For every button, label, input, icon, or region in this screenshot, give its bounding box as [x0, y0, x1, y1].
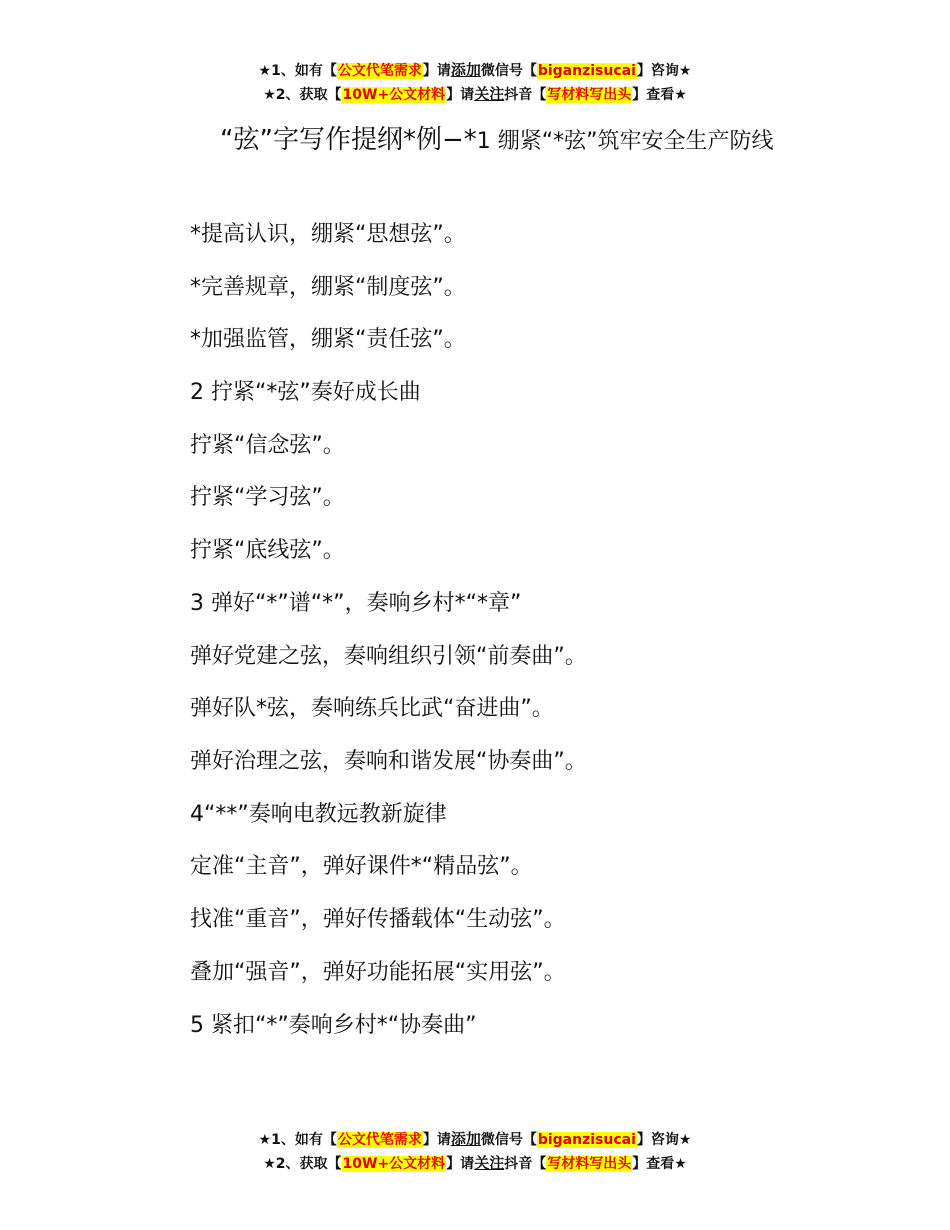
highlight-ghostwriting: 公文代笔需求	[337, 1132, 422, 1148]
outline-line: 拧紧“信念弦”。	[190, 433, 345, 458]
banner-text: 】请	[422, 63, 451, 79]
banner-text: 抖音【	[504, 1156, 547, 1172]
outline-line: 弹好队*弦，奏响练兵比武“奋进曲”。	[190, 696, 554, 721]
outline-line: *提高认识，绷紧“思想弦”。	[190, 222, 466, 247]
section-heading: 3 弹好“*”谱“*”，奏响乡村*“*章”	[190, 591, 522, 616]
banner-text: ★1、如有【	[258, 63, 337, 79]
banner-text: 】咨询★	[636, 1132, 692, 1148]
bottom-banner	[0, 1128, 950, 1176]
outline-line: 拧紧“学习弦”。	[190, 485, 345, 510]
section-heading: 2 拧紧“*弦”奏好成长曲	[190, 380, 421, 405]
banner-emphasis: 关注	[474, 1154, 505, 1172]
highlight-douyin-account: 写材料写出头	[547, 87, 632, 103]
outline-line: *完善规章，绷紧“制度弦”。	[190, 275, 466, 300]
banner-text: ★1、如有【	[258, 1132, 337, 1148]
outline-line: 弹好治理之弦，奏响和谐发展“协奏曲”。	[190, 749, 587, 774]
highlight-wechat-id: biganzisucai	[537, 1132, 636, 1148]
highlight-wechat-id: biganzisucai	[537, 63, 636, 79]
outline-line: *加强监管，绷紧“责任弦”。	[190, 327, 466, 352]
outline-line: 定准“主音”，弹好课件*“精品弦”。	[190, 854, 533, 879]
banner-line-2	[0, 83, 950, 107]
highlight-materials: 10W+公文材料	[342, 87, 446, 103]
banner-text: ★2、获取【	[263, 87, 342, 103]
banner-text: 抖音【	[504, 87, 547, 103]
banner-text: 】请	[446, 87, 475, 103]
banner-text: 】咨询★	[636, 63, 692, 79]
banner-emphasis: 添加	[450, 1130, 481, 1148]
banner-text: 微信号【	[480, 1132, 537, 1148]
banner-emphasis: 关注	[474, 85, 505, 103]
banner-text: 】请	[422, 1132, 451, 1148]
outline-line: 弹好党建之弦，奏响组织引领“前奏曲”。	[190, 644, 587, 669]
banner-line-1	[0, 59, 950, 83]
outline-line: 找准“重音”，弹好传播载体“生动弦”。	[190, 907, 566, 932]
highlight-materials: 10W+公文材料	[342, 1156, 446, 1172]
outline-line: 叠加“强音”，弹好功能拓展“实用弦”。	[190, 960, 566, 985]
banner-text: 】请	[446, 1156, 475, 1172]
title-first-heading: 1 绷紧“*弦”筑牢安全生产防线	[476, 129, 774, 154]
highlight-ghostwriting: 公文代笔需求	[337, 63, 422, 79]
section-heading: 4“**”奏响电教远教新旋律	[190, 802, 447, 827]
highlight-douyin-account: 写材料写出头	[547, 1156, 632, 1172]
section-heading: 5 紧扣“*”奏响乡村*“协奏曲”	[190, 1013, 477, 1038]
title-main: “弦”字写作提纲*例−*	[220, 125, 477, 155]
document-title	[140, 118, 820, 164]
banner-emphasis: 添加	[450, 61, 481, 79]
banner-text: 微信号【	[480, 63, 537, 79]
banner-text: 】查看★	[632, 1156, 687, 1172]
banner-line-1	[0, 1128, 950, 1152]
banner-text: ★2、获取【	[263, 1156, 342, 1172]
top-banner	[0, 59, 950, 107]
banner-text: 】查看★	[632, 87, 687, 103]
outline-line: 拧紧“底线弦”。	[190, 538, 345, 563]
banner-line-2	[0, 1152, 950, 1176]
